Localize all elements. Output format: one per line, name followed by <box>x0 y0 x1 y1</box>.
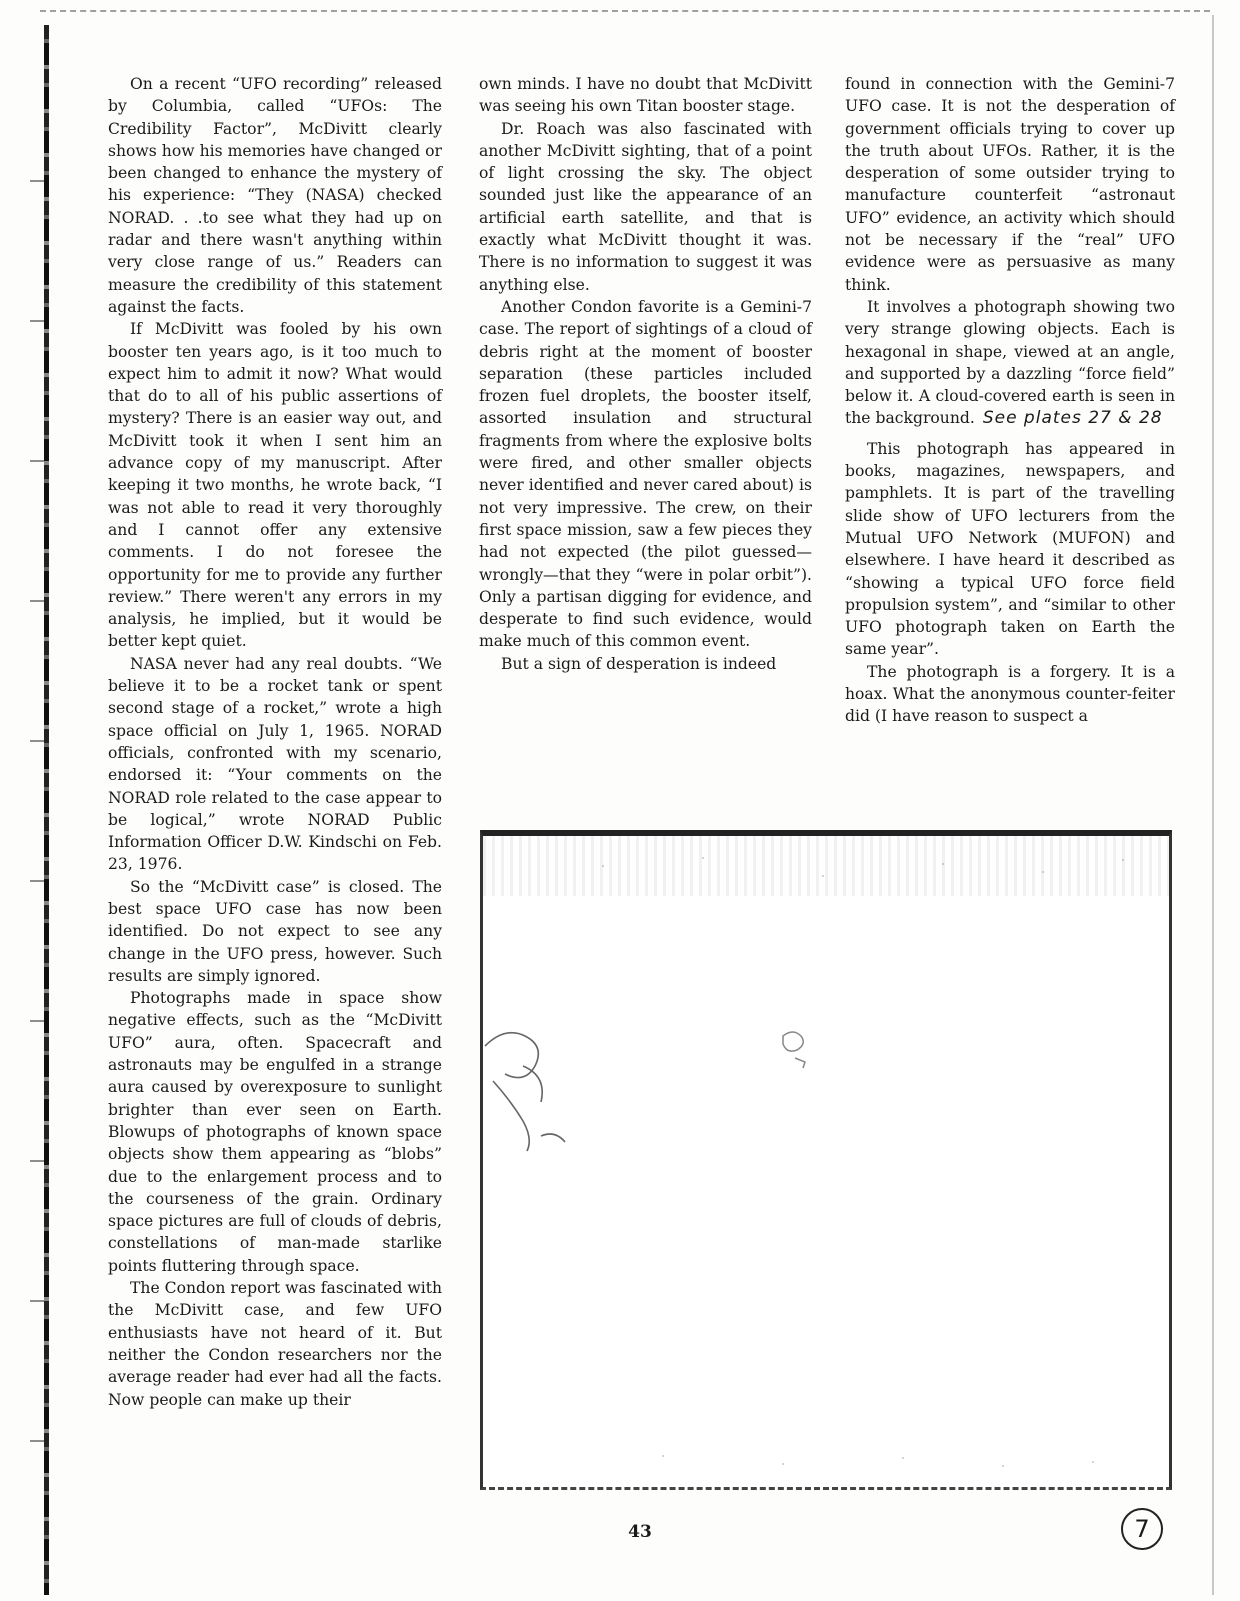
paragraph: The Condon report was fascinated with the McDivitt case, and few UFO enthusiasts have not heard of it. But neither the Condon researchers nor the average reader had ever had all the facts. Now people can make up their <box>108 1279 442 1409</box>
page-number: 43 <box>628 1522 652 1542</box>
paragraph: found in connection with the Gemini-7 UFO case. It is not the desperation of government officials trying to cover up the truth about UFOs. Rather, it is the desperation of some outsider trying to manufacture counterfeit “astronaut UFO” evidence, an activity which should not be necessary if the “real” UFO evidence were as persuasive as many think. <box>845 75 1175 294</box>
paragraph: On a recent “UFO recording” released by Columbia, called “UFOs: The Credibility Factor”, McDivitt clearly shows how his memories have changed or been changed to enhance the mystery of his experience: “They (NASA) checked NORAD. . .to see what they had up on radar and there wasn't anything within very close range of us.” Readers can measure the credibility of this statement against the facts. <box>108 75 442 316</box>
paragraph: So the “McDivitt case” is closed. The best space UFO case has now been identified. Do not expect to see any change in the UFO press, however. Such results are simply ignored. <box>108 877 442 985</box>
handwritten-note: See plates 27 & 28 <box>982 408 1163 429</box>
photo-content <box>483 836 1169 1487</box>
text-column-1 <box>108 73 442 1411</box>
paragraph: The photograph is a forgery. It is a hoax. What the anonymous counter-feiter did (I have reason to suspect a <box>845 662 1175 726</box>
text-column-3 <box>845 73 1175 728</box>
faint-object <box>783 1032 805 1068</box>
paragraph: Dr. Roach was also fascinated with another McDivitt sighting, that of a point of light crossing the sky. The object sounded just like the appearance of an artificial earth satellite, and that is exactly what McDivitt thought it was. There is no information to suggest it was anything else. <box>479 119 812 294</box>
paragraph: NASA never had any real doubts. “We believe it to be a rocket tank or spent second stage of a rocket,” wrote a high space official on July 1, 1965. NORAD officials, confronted with my scenario, endorsed it: “Your comments on the NORAD role related to the case appear to be logical,” wrote NORAD Public Information Officer D.W. Kindschi on Feb. 23, 1976. <box>108 654 442 874</box>
paragraph: Photographs made in space show negative effects, such as the “McDivitt UFO” aura, often. Spacecraft and astronauts may be engulfed in a strange aura caused by overexposure to sunlight brighter than ever seen on Earth. Blowups of photographs of known space objects show them appearing as “blobs” due to the enlargement process and to the courseness of the grain. Ordinary space pictures are full of clouds of debris, constellations of man-made starlike points fluttering through space. <box>108 989 442 1275</box>
paragraph: If McDivitt was fooled by his own booster ten years ago, is it too much to expect him to admit it now? What would that do to all of his public assertions of mystery? There is an easier way out, and McDivitt took it when I sent him an advance copy of my manuscript. After keeping it two months, he wrote back, “I was not able to read it very thoroughly and I cannot offer any extensive comments. I do not foresee the opportunity for me to provide any further review.” There weren't any errors in my analysis, he implied, but it would be better kept quiet. <box>108 320 442 651</box>
hand-scribble <box>485 1033 565 1151</box>
paragraph: Another Condon favorite is a Gemini-7 case. The report of sightings of a cloud of debris right at the moment of booster separation (these particles included frozen fuel droplets, the booster itself, assorted insulation and structural fragments from where the explosive bolts were fired, and other smaller objects never identified and never cared about) is not very impressive. The crew, on their first space mission, saw a few pieces they had not expected (the pilot guessed—wrongly—that they “were in polar orbit”). Only a partisan digging for evidence, and desperate to find such evidence, would make much of this common event. <box>479 297 812 651</box>
top-scan-edge <box>40 0 1210 12</box>
left-binding-edge <box>44 25 49 1595</box>
right-scan-edge <box>1212 15 1214 1595</box>
circled-number: 7 <box>1121 1508 1163 1550</box>
speckle-noise <box>602 857 1124 1467</box>
paragraph: This photograph has appeared in books, magazines, newspapers, and pamphlets. It is part of the travelling slide show of UFO lecturers from the Mutual UFO Network (MUFON) and elsewhere. I have heard it described as “showing a typical UFO force field propulsion system”, and “similar to other UFO photograph taken on Earth the same year”. <box>845 439 1175 659</box>
paragraph <box>845 296 1175 430</box>
paragraph-text: It involves a photograph showing two very strange glowing objects. Each is hexagonal in shape, viewed at an angle, and supported by a dazzling “force field” below it. A cloud-covered earth is seen in the background. <box>845 297 1175 428</box>
paragraph: But a sign of desperation is indeed <box>501 654 777 673</box>
left-edge-speckle <box>30 120 44 1560</box>
paragraph: own minds. I have no doubt that McDivitt was seeing his own Titan booster stage. <box>479 75 812 116</box>
text-column-2 <box>479 73 812 675</box>
photo-plate <box>480 830 1172 1490</box>
